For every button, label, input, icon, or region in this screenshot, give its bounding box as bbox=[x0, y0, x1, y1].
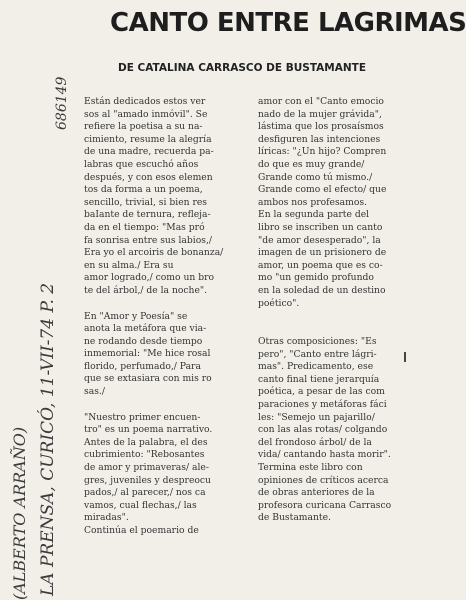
text-line: amor logrado,/ como un bro bbox=[84, 272, 215, 284]
text-line: inmemorial: "Me hice rosal bbox=[84, 348, 211, 360]
text-line: libro se inscriben un canto bbox=[258, 221, 383, 233]
text-line: da en el tiempo: "Mas pró bbox=[84, 221, 205, 233]
text-line: anota la metáfora que via- bbox=[84, 323, 207, 335]
text-line: con las alas rotas/ colgando bbox=[258, 424, 388, 436]
text-line: sas./ bbox=[84, 386, 105, 398]
text-line bbox=[258, 310, 424, 323]
text-line: gres, juveniles y despreocu bbox=[84, 474, 211, 486]
text-line: En la segunda parte del bbox=[258, 209, 370, 221]
text-line: líricas: "¿Un hijo? Compren bbox=[258, 146, 387, 158]
text-line: cimiento, resume la alegría bbox=[84, 133, 212, 145]
text-line: profesora curicana Carrasco bbox=[258, 499, 392, 511]
text-line: del frondoso árbol/ de la bbox=[258, 436, 372, 448]
text-line: que se extasiara con mis ro bbox=[84, 373, 212, 385]
text-line: en su alma./ Era su bbox=[84, 259, 174, 271]
text-line bbox=[258, 323, 424, 336]
text-line: Continúa el poemario de bbox=[84, 525, 199, 536]
text-line: fa sonrisa entre sus labios,/ bbox=[84, 234, 212, 246]
text-line: amor con el "Canto emocio bbox=[258, 96, 384, 107]
text-line: Termina este libro con bbox=[258, 462, 363, 474]
ink-mark bbox=[404, 352, 406, 362]
text-line: Era yo el arcoiris de bonanza/ bbox=[84, 247, 224, 259]
text-line: Grande como el efecto/ que bbox=[258, 184, 387, 196]
text-line: les: "Semejo un pajarillo/ bbox=[258, 411, 375, 423]
text-line: canto final tiene jerarquía bbox=[258, 373, 380, 385]
text-line: después, y con esos elemen bbox=[84, 171, 213, 183]
text-line: poética, a pesar de las com bbox=[258, 386, 385, 398]
text-line: nado de la mujer grávida", bbox=[258, 108, 382, 120]
text-line: labras que escuchó años bbox=[84, 158, 199, 170]
text-line: ne rodando desde tiempo bbox=[84, 335, 203, 347]
text-line: desfiguren las intenciones bbox=[258, 133, 381, 145]
text-line: cubrimiento: "Rebosantes bbox=[84, 449, 205, 461]
article-byline: DE CATALINA CARRASCO DE BUSTAMANTE bbox=[118, 62, 366, 74]
text-line: Antes de la palabra, el des bbox=[84, 436, 208, 448]
text-line: en la soledad de un destino bbox=[258, 284, 386, 296]
handwritten-id-note: 686149 bbox=[54, 76, 70, 130]
text-line: Están dedicados estos ver bbox=[84, 96, 206, 107]
text-line: miradas". bbox=[84, 512, 129, 524]
text-line: tro" es un poema narrativo. bbox=[84, 424, 213, 436]
text-line: opiniones de críticos acerca bbox=[258, 474, 389, 486]
text-line: ambos nos profesamos. bbox=[258, 196, 368, 208]
text-line: poético". bbox=[258, 297, 300, 309]
text-line: Grande como tú mismo./ bbox=[258, 171, 373, 183]
text-line: vamos, cual flechas,/ las bbox=[84, 499, 197, 511]
text-line: Otras composiciones: "Es bbox=[258, 336, 377, 348]
text-line: de amor y primaveras/ ale- bbox=[84, 462, 209, 474]
text-line: pados,/ al parecer,/ nos ca bbox=[84, 487, 206, 499]
text-line: vida/ cantando hasta morir". bbox=[258, 449, 391, 461]
left-column bbox=[84, 96, 252, 538]
text-line: lástima que los prosaísmos bbox=[258, 121, 384, 133]
right-column bbox=[258, 96, 424, 525]
text-line: En "Amor y Poesía" se bbox=[84, 310, 188, 322]
text-line bbox=[84, 399, 252, 412]
text-line: do que es muy grande/ bbox=[258, 158, 365, 170]
text-line: florido, perfumado,/ Para bbox=[84, 360, 201, 372]
text-line bbox=[84, 298, 252, 311]
handwritten-author-note: (ALBERTO ARRAÑO) bbox=[10, 426, 29, 600]
article-title: CANTO ENTRE LAGRIMAS bbox=[110, 8, 466, 38]
text-line: de una madre, recuerda pa- bbox=[84, 146, 214, 158]
text-line: "de amor desesperado", la bbox=[258, 234, 381, 246]
text-line: imagen de un prisionero de bbox=[258, 247, 387, 259]
text-line: paraciones y metáforas fáci bbox=[258, 399, 387, 411]
text-line: te del árbol,/ de la noche". bbox=[84, 284, 208, 296]
text-line: "Nuestro primer encuen- bbox=[84, 411, 201, 423]
text-line: pero", "Canto entre lágri- bbox=[258, 348, 377, 360]
text-line: baIante de ternura, refleja- bbox=[84, 209, 211, 221]
text-line: sos al "amado inmóvil". Se bbox=[84, 108, 208, 120]
text-line: mas". Predicamento, ese bbox=[258, 361, 374, 373]
text-line: mo "un gemido profundo bbox=[258, 272, 374, 284]
handwritten-source-note: LA PRENSA, CURICÓ, 11-VII-74 P. 2 bbox=[38, 282, 58, 596]
text-line: amor, un poema que es co- bbox=[258, 259, 383, 271]
text-line: sencillo, trivial, si bien res bbox=[84, 196, 208, 208]
text-line: refiere la poetisa a su na- bbox=[84, 121, 203, 133]
text-line: de obras anteriores de la bbox=[258, 487, 375, 499]
text-line: tos da forma a un poema, bbox=[84, 184, 203, 196]
text-line: de Bustamante. bbox=[258, 512, 331, 524]
